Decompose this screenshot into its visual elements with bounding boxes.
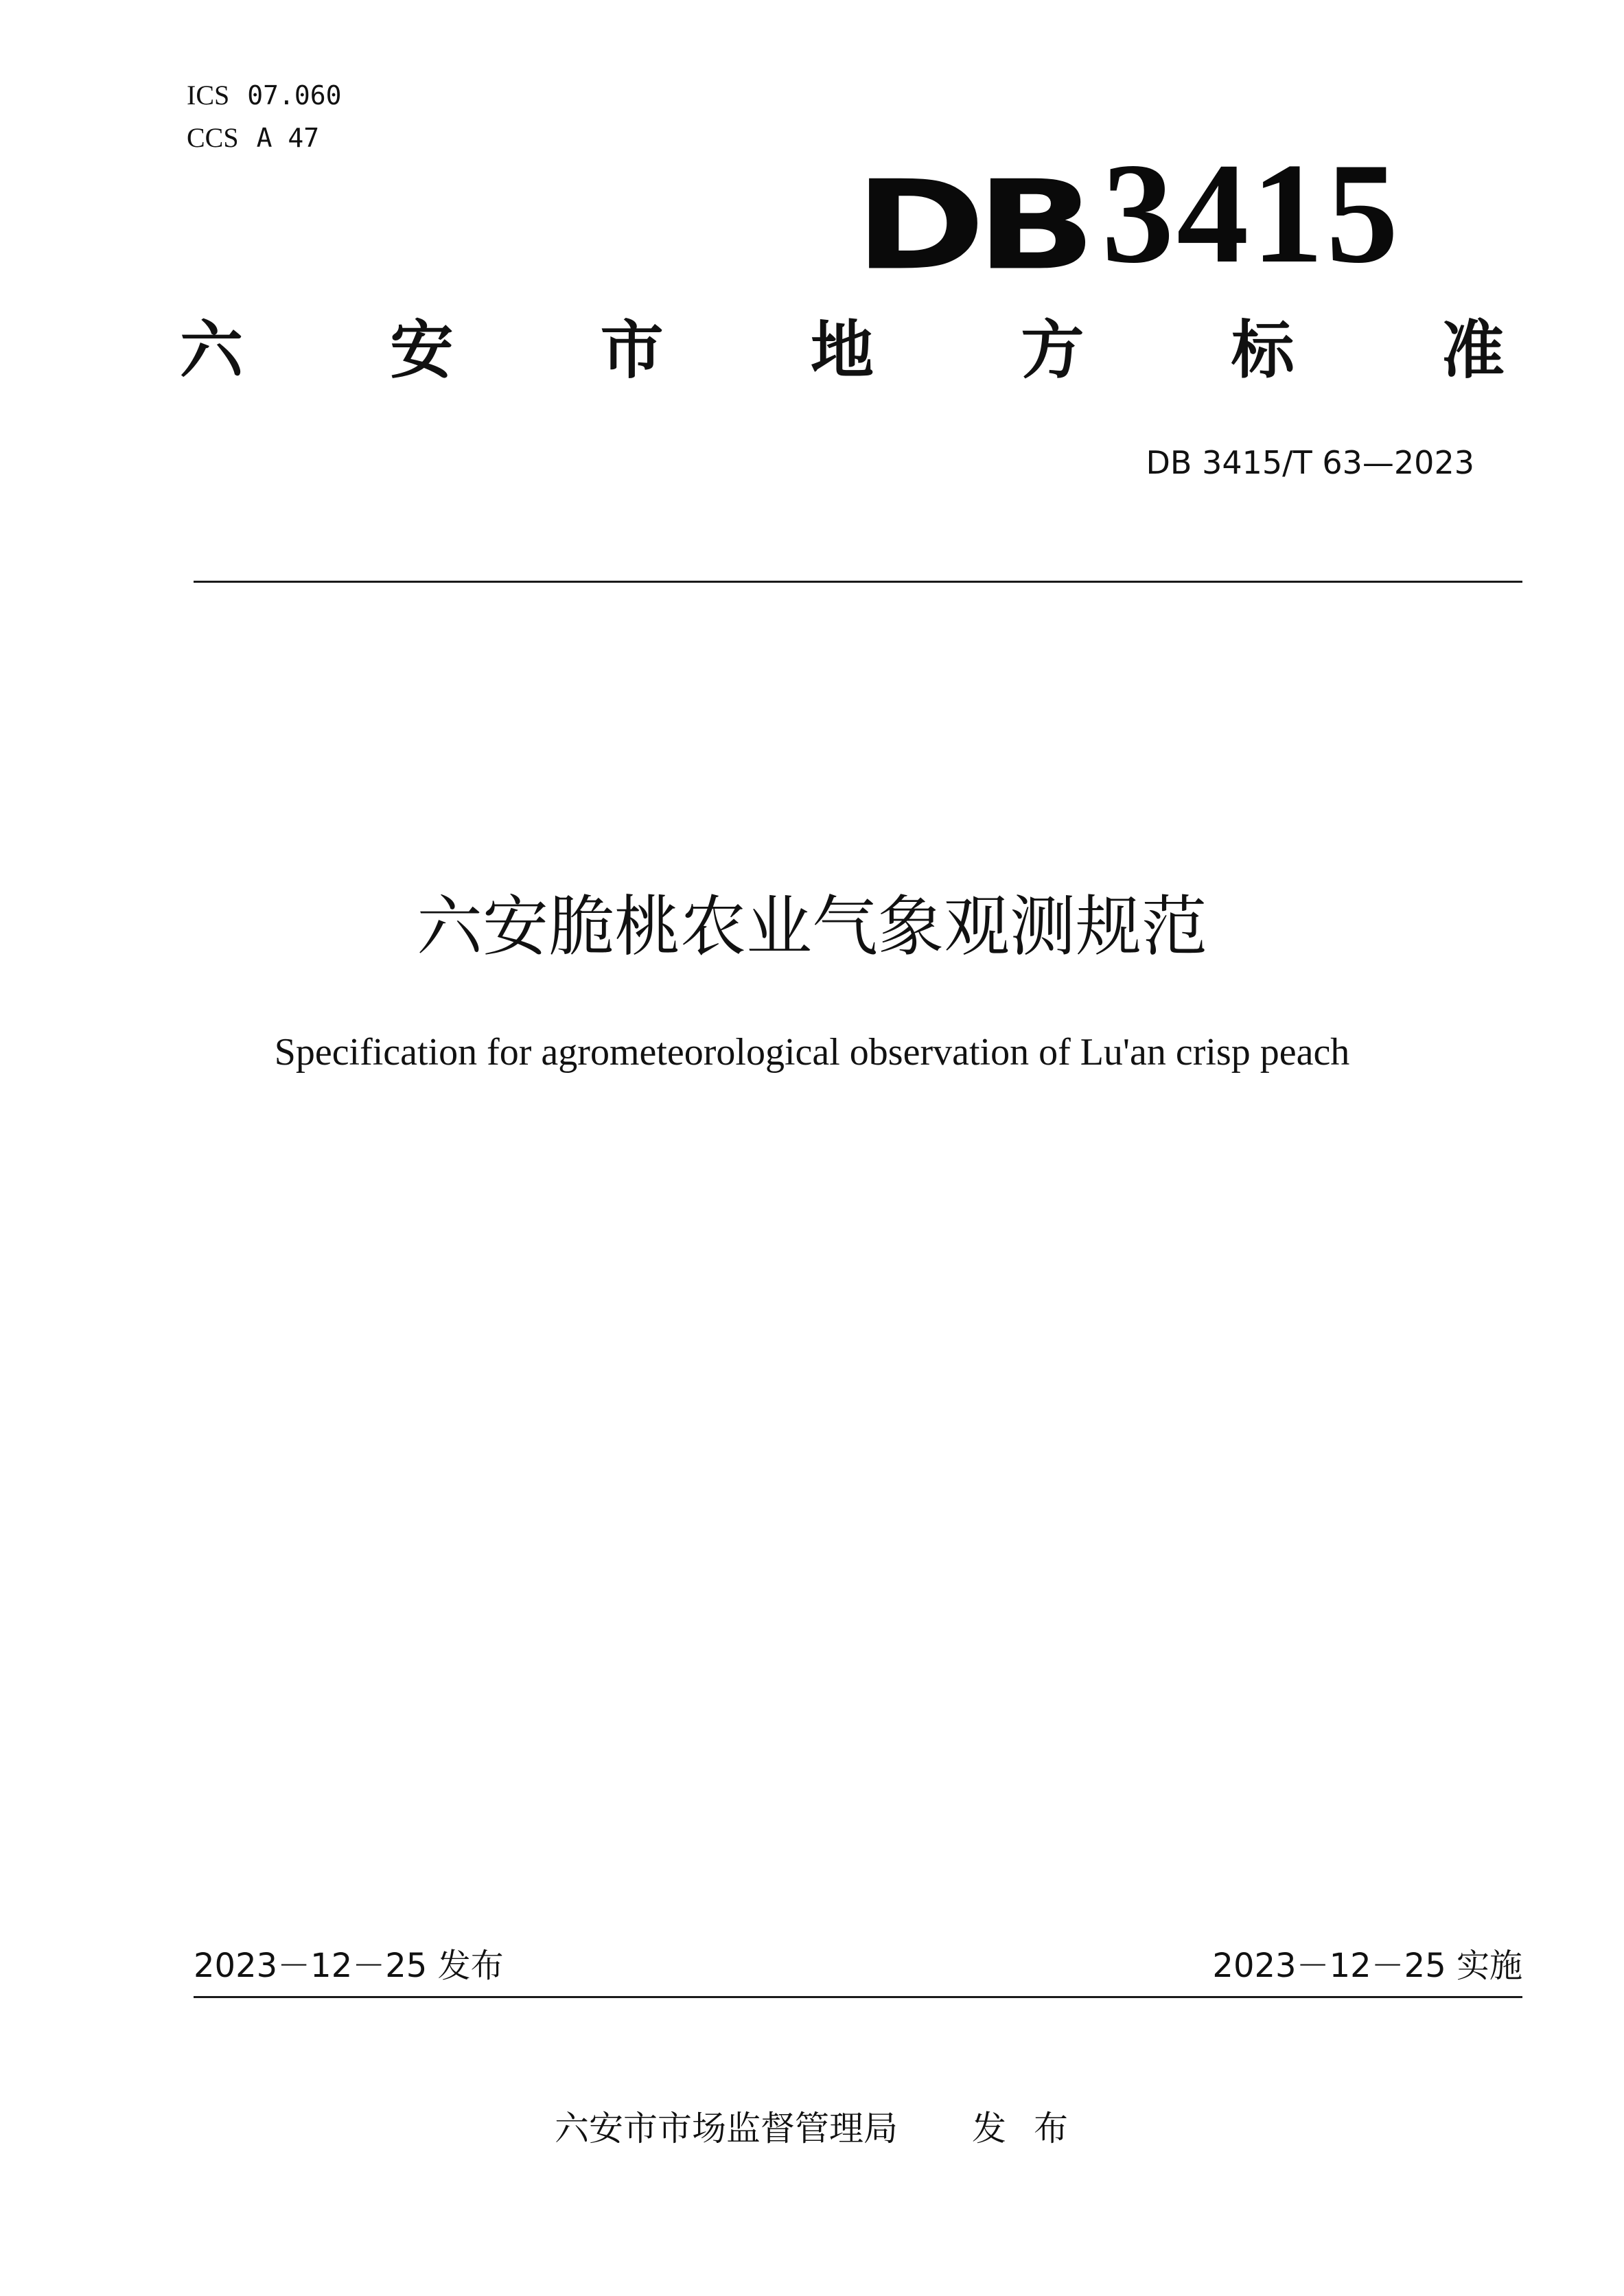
bottom-divider [194,1996,1522,1998]
ics-value: 07.060 [247,80,342,111]
db-standard-mark [855,134,1402,298]
issuer-action: 发布 [972,2109,1095,2148]
ccs-label: CCS [187,122,239,153]
standard-type-banner [180,313,1505,389]
issue-date: 2023－12－25 发布 [194,1947,504,1985]
issuer-name: 六安市市场监督管理局 [555,2109,898,2148]
standard-type-char: 地 [810,314,874,387]
ics-label: ICS [187,80,230,111]
standard-type-char: 准 [1441,314,1505,387]
ccs-value: A 47 [256,123,320,153]
db-mark-letters: DB [855,154,1087,298]
db-mark-digits: 3415 [1102,134,1402,293]
standard-type-char: 方 [1021,314,1084,387]
implementation-date: 2023－12－25 实施 [1212,1947,1522,1985]
issuing-authority [555,2104,1095,2153]
top-divider [194,581,1522,583]
ics-code [187,74,342,117]
classification-codes [187,74,342,159]
ccs-code [187,117,342,159]
standard-type-char: 六 [180,314,244,387]
standard-type-char: 安 [390,314,454,387]
standard-number: DB 3415/T 63—2023 [1146,444,1474,481]
standard-type-char: 市 [600,314,664,387]
standard-type-char: 标 [1231,314,1295,387]
title-chinese: 六安脆桃农业气象观测规范 [417,888,1207,965]
title-english: Specification for agrometeorological observation of Lu'an crisp peach [274,1031,1350,1074]
